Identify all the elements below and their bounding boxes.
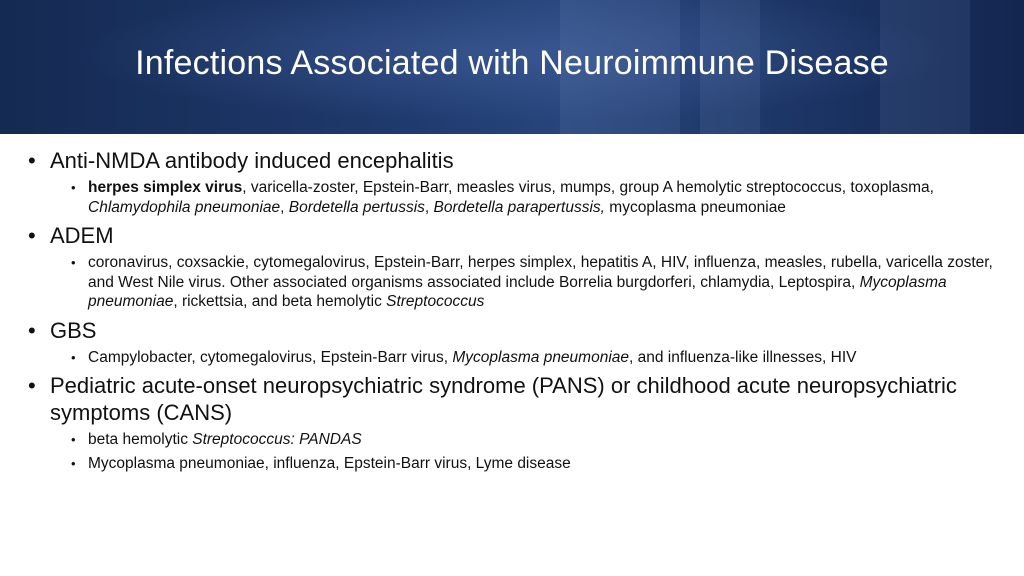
text: , rickettsia, and beta hemolytic	[173, 293, 387, 310]
text: ,	[280, 198, 289, 216]
bullet-icon: •	[28, 223, 36, 248]
bold-text: herpes simplex virus	[88, 179, 243, 196]
sub-bullet	[28, 348, 996, 368]
bullet-icon: •	[28, 373, 36, 398]
bullet-icon: •	[28, 317, 36, 343]
text: coronavirus, coxsackie, cytomegalovirus, Epstein-Barr, herpes simplex, hepatitis A, HIV, influenza, measles, rubella, varicella zoster, and West Nile virus. Other associated organisms associated include Borrelia burgdorferi, chlamydia, Leptospira,	[88, 254, 993, 291]
text: ,	[424, 198, 434, 216]
sub-bullet	[28, 253, 996, 312]
text: beta hemolytic	[88, 431, 193, 448]
sub-bullet	[28, 178, 996, 217]
bullet-pans-cans	[28, 372, 996, 426]
sub-bullet	[28, 454, 996, 474]
bullet-icon: •	[71, 255, 76, 270]
bullet-gbs	[28, 317, 996, 344]
bullet-adem	[28, 222, 996, 249]
bullet-list	[28, 142, 996, 473]
italic-text: Bordetella pertussis	[288, 198, 425, 216]
text: , and influenza-like illnesses, HIV	[629, 348, 857, 366]
bullet-icon: •	[71, 432, 76, 447]
text: , varicella-zoster, Epstein-Barr, measles virus, mumps, group A hemolytic streptococcus, toxoplasma,	[242, 179, 934, 196]
slide-title: Infections Associated with Neuroimmune Disease	[135, 44, 889, 82]
section-heading: Anti-NMDA antibody induced encephalitis	[50, 148, 454, 173]
text: Mycoplasma pneumoniae, influenza, Epstein-Barr virus, Lyme disease	[88, 454, 571, 472]
sub-bullet	[28, 430, 996, 450]
title-banner	[0, 0, 1024, 134]
bullet-icon: •	[71, 180, 76, 195]
italic-text: Chlamydophila pneumoniae	[88, 198, 281, 216]
text: Campylobacter, cytomegalovirus, Epstein-Barr virus,	[88, 348, 453, 366]
italic-text: Mycoplasma pneumoniae	[452, 348, 630, 366]
bullet-icon: •	[28, 148, 36, 173]
bullet-anti-nmda	[28, 147, 996, 174]
text: mycoplasma pneumoniae	[605, 198, 786, 216]
bullet-icon: •	[71, 455, 76, 471]
section-heading: Pediatric acute-onset neuropsychiatric syndrome (PANS) or childhood acute neuropsychiatric symptoms (CANS)	[50, 373, 957, 425]
italic-text: Bordetella parapertussis,	[433, 198, 605, 216]
italic-text: Streptococcus: PANDAS	[192, 431, 362, 448]
italic-text: Mycoplasma pneumoniae	[88, 273, 947, 310]
section-heading: GBS	[50, 317, 97, 343]
section-heading: ADEM	[50, 223, 114, 248]
italic-text: Streptococcus	[386, 293, 485, 310]
bullet-icon: •	[71, 349, 76, 365]
